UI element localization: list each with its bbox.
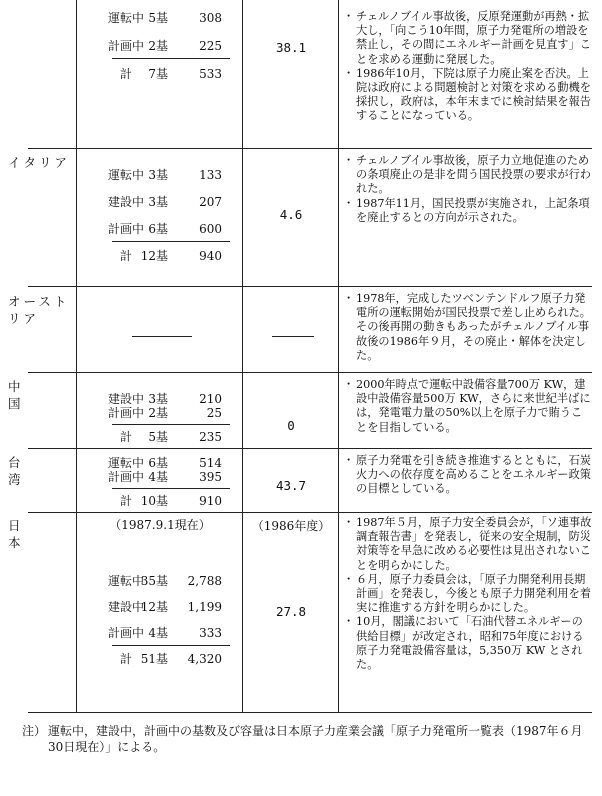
note-item: ・ 1987年５月，原子力安全委員会が，「ソ連事故調査報告書」を発表し，従来の安全規制，防災対策等を早急に改める必要性は見出されないことを明らかにした。 <box>345 516 593 573</box>
nuclear-ratio: 0 <box>287 418 295 433</box>
plant-capacity: 395 <box>199 470 222 484</box>
plant-count: 12基 <box>140 600 168 614</box>
total-rule <box>112 241 230 242</box>
plant-count: 2基 <box>148 406 168 420</box>
plant-row <box>82 573 238 589</box>
column-divider <box>76 0 77 713</box>
total-count: 12基 <box>140 249 168 263</box>
note-item: ・ 2000年時点で運転中設備容量700万 KW，建設中設備容量500万 KW，さらに来世紀半ばには，発電電力量の50%以上を原子力で賄うことを目指している。 <box>345 378 593 435</box>
plant-status: 運転中 <box>108 456 145 470</box>
total-capacity: 910 <box>199 494 222 508</box>
total-capacity: 4,320 <box>187 652 222 666</box>
plant-status: 建設中 <box>108 600 145 614</box>
plant-status: 計画中 <box>108 39 145 53</box>
total-count: 7基 <box>148 67 168 81</box>
plant-row <box>82 469 238 485</box>
no-ratio-dash <box>272 336 314 337</box>
country-name: 台湾 <box>8 455 47 487</box>
plant-status: 運転中 <box>108 11 145 25</box>
note-item: ・ ６月，原子力委員会は，「原子力開発利用長期計画」を発表し，今後とも原子力開発利用を着実に推進する方針を明らかにした。 <box>345 573 593 616</box>
notes-cell <box>345 454 593 497</box>
total-count: 5基 <box>148 430 168 444</box>
note-item: ・ 1987年11月，国民投票が実施され，上記条項を廃止するとの方向が示された。 <box>345 197 593 225</box>
notes-cell <box>345 516 593 672</box>
row-divider <box>28 148 592 149</box>
plant-capacity: 225 <box>199 39 222 53</box>
nuclear-ratio: 27.8 <box>275 604 307 619</box>
total-label: 計 <box>120 430 133 444</box>
notes-cell <box>345 378 593 435</box>
table-bottom-border <box>28 712 592 713</box>
plant-capacity: 207 <box>199 195 222 209</box>
notes-cell <box>345 154 593 225</box>
total-label: 計 <box>120 249 133 263</box>
fiscal-year-note: （1986年度） <box>251 519 331 533</box>
total-label: 計 <box>120 652 133 666</box>
column-divider <box>242 0 243 713</box>
plant-count: 3基 <box>148 168 168 182</box>
total-label: 計 <box>120 67 133 81</box>
plant-capacity: 210 <box>199 392 222 406</box>
plant-total-row <box>82 493 238 509</box>
plant-row <box>82 10 238 26</box>
country-name: 日本 <box>8 518 47 550</box>
plant-capacity: 2,788 <box>187 574 222 588</box>
plant-row <box>82 599 238 615</box>
country-name: イタリア <box>8 155 71 170</box>
plant-count: 2基 <box>148 39 168 53</box>
total-rule <box>112 645 230 646</box>
plant-status: 建設中 <box>108 195 145 209</box>
plant-row <box>82 625 238 641</box>
total-count: 51基 <box>140 652 168 666</box>
plant-total-row <box>82 429 238 445</box>
note-item: ・ 1978年，完成したツベンテンドルフ原子力発電所の運転開始が国民投票で差し止められた。その後再開の動きもあったがチェルノブイル事故後の1986年９月，その廃止・解体を決定した。 <box>345 292 593 363</box>
plant-total-row <box>82 66 238 82</box>
note-item: ・ 1986年10月，下院は原子力廃止案を否決。上院は政府による問題検討と対策を求める動機を採択し，政府は，本年末までに検討結果を報告することになっている。 <box>345 67 593 124</box>
note-item: ・ 原子力発電を引き続き推進するとともに，石炭火力への依存度を高めることをエネルギー政策の目標としている。 <box>345 454 593 497</box>
as-of-date: （1987.9.1現在） <box>109 518 211 532</box>
plant-status: 計画中 <box>108 222 145 236</box>
total-rule <box>112 488 230 489</box>
footnote-mark: 注） <box>22 724 47 738</box>
column-divider <box>338 0 339 713</box>
plant-total-row <box>82 248 238 264</box>
plant-row <box>82 167 238 183</box>
plant-row <box>82 405 238 421</box>
total-capacity: 235 <box>199 430 222 444</box>
plant-capacity: 133 <box>199 168 222 182</box>
footnote-text: 運転中，建設中，計画中の基数及び容量は日本原子力産業会議「原子力発電所一覧表（1987年６月30日現在）」による。 <box>48 724 583 754</box>
plant-status: 計画中 <box>108 406 145 420</box>
plant-status: 建設中 <box>108 392 145 406</box>
notes-cell <box>345 292 593 363</box>
plant-count: 4基 <box>148 626 168 640</box>
plant-row <box>82 194 238 210</box>
plant-count: 5基 <box>148 11 168 25</box>
plant-count: 3基 <box>148 195 168 209</box>
plant-capacity: 600 <box>199 222 222 236</box>
plant-row <box>82 221 238 237</box>
nuclear-ratio: 38.1 <box>275 40 307 55</box>
plant-count: 4基 <box>148 470 168 484</box>
country-name: オーストリア <box>8 294 70 326</box>
plant-capacity: 25 <box>206 406 222 420</box>
plant-capacity: 333 <box>199 626 222 640</box>
total-capacity: 940 <box>199 249 222 263</box>
row-divider <box>28 448 592 449</box>
total-rule <box>112 58 230 59</box>
notes-cell <box>345 10 593 124</box>
plant-status: 計画中 <box>108 470 145 484</box>
total-rule <box>112 424 230 425</box>
footnote <box>22 723 592 755</box>
row-divider <box>28 286 592 287</box>
plant-status: 運転中 <box>108 574 145 588</box>
plant-capacity: 514 <box>199 456 222 470</box>
plant-status: 運転中 <box>108 168 145 182</box>
country-name: 中国 <box>8 379 47 411</box>
plant-row <box>82 38 238 54</box>
nuclear-ratio: 43.7 <box>275 478 307 493</box>
plant-count: 6基 <box>148 222 168 236</box>
plant-count: 3基 <box>148 392 168 406</box>
total-capacity: 533 <box>199 67 222 81</box>
plant-capacity: 1,199 <box>187 600 222 614</box>
row-divider <box>28 372 592 373</box>
plant-count: 35基 <box>140 574 168 588</box>
row-divider <box>28 512 592 513</box>
plant-count: 6基 <box>148 456 168 470</box>
plant-total-row <box>82 651 238 667</box>
note-item: ・ 10月，閣議において「石油代替エネルギーの供給目標」が改定され，昭和75年度における原子力発電設備容量は，5,350万 KW とされた。 <box>345 615 593 672</box>
note-item: ・ チェルノブイル事故後，反原発運動が再熱・拡大し，「向こう10年間，原子力発電所の増設を禁止し，その間にエネルギー計画を見直す」ことを求める運動に発展した。 <box>345 10 593 67</box>
note-item: ・ チェルノブイル事故後，原子力立地促進のための条項廃止の是非を問う国民投票の要求が行われた。 <box>345 154 593 197</box>
plant-capacity: 308 <box>199 11 222 25</box>
total-count: 10基 <box>140 494 168 508</box>
plant-status: 計画中 <box>108 626 145 640</box>
nuclear-ratio: 4.6 <box>279 207 303 222</box>
total-label: 計 <box>120 494 133 508</box>
no-plants-dash <box>132 336 192 337</box>
